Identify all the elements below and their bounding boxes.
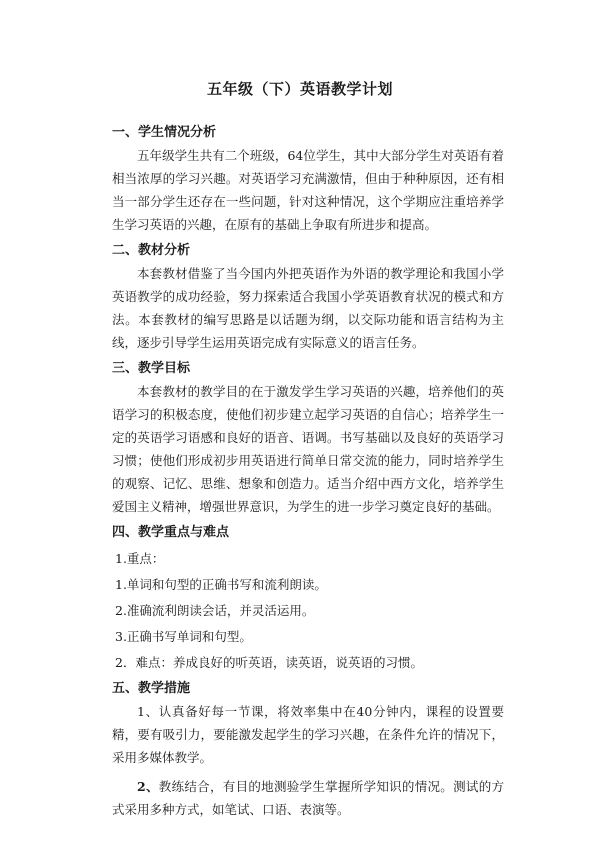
- section-body-textbook-analysis: 本套教材借鉴了当今国内外把英语作为外语的教学理论和我国小学英语教学的成功经验，努力探索适合我国小学英语教育状况的模式和方法。本套教材的编写思路是以话题为纲，以交际功能和语言结构为主线，逐步引导学生运用英语完成有实际意义的语言任务。: [112, 266, 504, 350]
- section-heading-teaching-goals: 三、教学目标: [112, 361, 191, 376]
- measure-item-1: 1、认真备好每一节课，将效率集中在40分钟内，课程的设置要精，要有吸引力，要能激发起学生的学习兴趣，在条件允许的情况下，采用多媒体教学。: [112, 704, 504, 765]
- list-item: 1.重点：: [115, 551, 165, 566]
- section-body-teaching-goals: 本套教材的教学目的在于激发学生学习英语的兴趣，培养他们的英语学习的积极态度，使他们初步建立起学习英语的自信心；培养学生一定的英语学习语感和良好的语音、语调。书写基础以及良好的英语学习习惯；使他们形成初步用英语进行简单日常交流的能力，同时培养学生的观察、记忆、思维、想象和创造力。适当介绍中西方文化，培养学生爱国主义精神，增强世界意识，为学生的进一步学习奠定良好的基础。: [112, 384, 504, 514]
- section-heading-textbook-analysis: 二、教材分析: [112, 243, 191, 258]
- measure-item-2-text: 教练结合，有目的地测验学生掌握所学知识的情况。测试的方式采用多种方式，如笔试、口语、表演等。: [112, 779, 504, 817]
- document-body: [112, 121, 504, 821]
- list-item: 2.准确流利朗读会话，并灵活运用。: [115, 603, 315, 618]
- list-item: 2．难点：养成良好的听英语，读英语，说英语的习惯。: [115, 655, 423, 670]
- section-heading-key-points: 四、教学重点与难点: [112, 525, 230, 540]
- measure-item-2: [112, 775, 504, 821]
- section-heading-student-analysis: 一、学生情况分析: [112, 125, 217, 140]
- document-title: 五年级（下）英语教学计划: [206, 80, 393, 98]
- section-heading-teaching-measures: 五、教学措施: [112, 681, 191, 696]
- section-body-student-analysis: 五年级学生共有二个班级，64位学生，其中大部分学生对英语有着相当浓厚的学习兴趣。对英语学习充满激情，但由于种种原因，还有相当一部分学生还存在一些问题，针对这种情况，这个学期应注重培养学生学习英语的兴趣，在原有的基础上争取有所进步和提高。: [112, 148, 504, 232]
- list-item: 1.单词和句型的正确书写和流利朗读。: [115, 577, 327, 592]
- measure-item-2-number: 2、: [137, 779, 159, 794]
- list-item: 3.正确书写单词和句型。: [115, 629, 252, 644]
